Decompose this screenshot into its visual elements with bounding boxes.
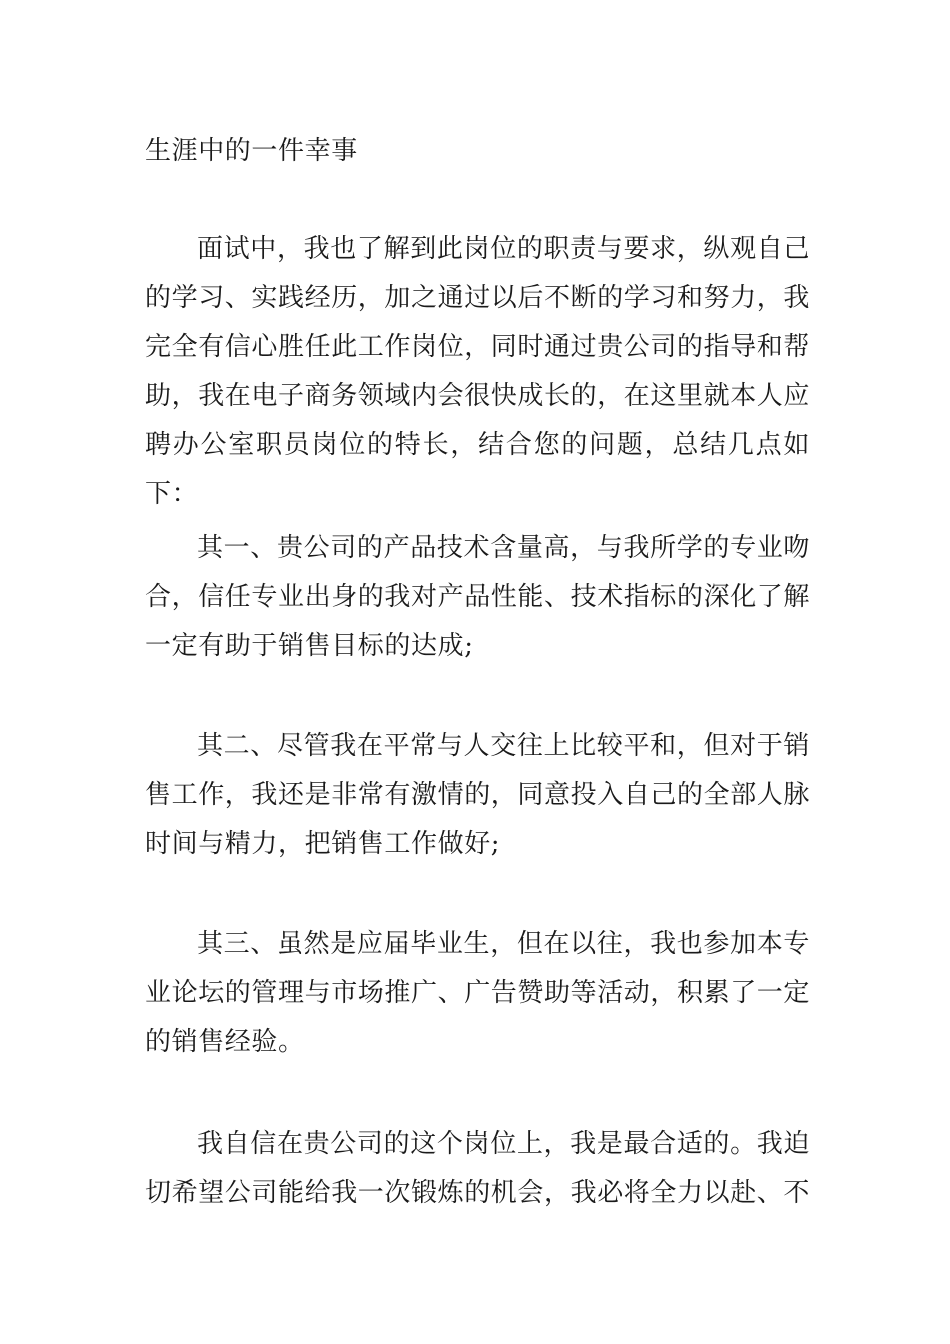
paragraph-conclusion: 我自信在贵公司的这个岗位上，我是最合适的。我迫切希望公司能给我一次锻炼的机会，我必将全力以赴、不 — [145, 1129, 811, 1208]
paragraph-point-three: 其三、虽然是应届毕业生，但在以往，我也参加本专业论坛的管理与市场推广、广告赞助等活动，积累了一定的销售经验。 — [145, 929, 811, 1057]
paragraph-point-two: 其二、尽管我在平常与人交往上比较平和，但对于销售工作，我还是非常有激情的，同意投入自己的全部人脉时间与精力，把销售工作做好; — [145, 731, 811, 859]
continued-paragraph: 生涯中的一件幸事 — [145, 136, 358, 166]
paragraph-interview: 面试中，我也了解到此岗位的职责与要求，纵观自己的学习、实践经历，加之通过以后不断的学习和努力，我完全有信心胜任此工作岗位，同时通过贵公司的指导和帮助，我在电子商务领域内会很快成长的，在这里就本人应聘办公室职员岗位的特长，结合您的问题，总结几点如下： — [145, 234, 811, 509]
paragraph-point-one: 其一、贵公司的产品技术含量高，与我所学的专业吻合，信任专业出身的我对产品性能、技术指标的深化了解一定有助于销售目标的达成; — [145, 533, 811, 661]
